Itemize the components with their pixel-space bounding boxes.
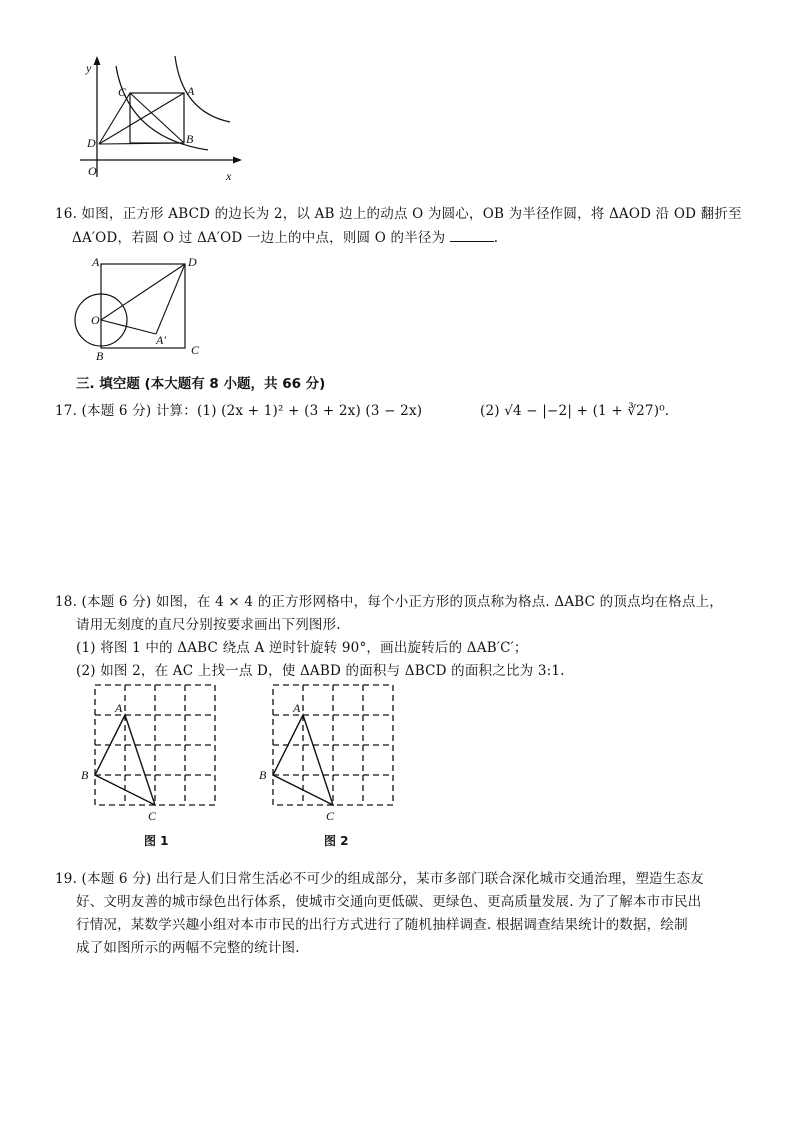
problem-19-line-3: 行情况，某数学兴趣小组对本市市民的出行方式进行了随机抽样调查. 根据调查结果统计的数据，绘制 <box>76 917 688 933</box>
problem-16-line-2 <box>72 227 498 249</box>
label-x: x <box>226 169 232 183</box>
grid-lines <box>95 685 215 805</box>
y-axis-arrow <box>94 56 101 65</box>
label-a: A <box>293 701 301 715</box>
square-circle-fold-figure <box>72 252 212 364</box>
label-d: D <box>87 136 96 150</box>
label-y: y <box>86 61 92 75</box>
label-d: D <box>188 255 197 269</box>
label-o: O <box>91 313 100 327</box>
problem-16-line-2-end: . <box>493 230 499 246</box>
segment-db <box>99 143 184 144</box>
segment-od <box>101 264 185 320</box>
grid-figure-1 <box>78 678 228 828</box>
problem-18-line-4: (2) 如图 2，在 AC 上找一点 D，使 ΔABD 的面积与 ΔBCD 的面积之比为 3:1. <box>76 663 565 679</box>
label-b: B <box>259 768 267 782</box>
problem-17-part-2: (2) √4 − |−2| + (1 + ∛27)⁰. <box>480 403 670 419</box>
hyperbola-outer <box>175 56 230 122</box>
segment-da <box>99 93 184 144</box>
figure-1-caption: 图 1 <box>144 834 169 848</box>
problem-18-line-3: (1) 将图 1 中的 ΔABC 绕点 A 逆时针旋转 90°，画出旋转后的 ΔAB′C′； <box>76 640 528 656</box>
segment-dc <box>99 93 130 144</box>
label-c: C <box>148 809 157 823</box>
segment-cb <box>130 93 184 143</box>
label-o: O <box>88 164 97 178</box>
label-b: B <box>81 768 89 782</box>
label-c: C <box>326 809 335 823</box>
label-a-prime: A′ <box>156 333 166 347</box>
grid-figure-2 <box>256 678 406 828</box>
problem-17-part-1: 17. (本题 6 分) 计算：(1) (2x + 1)² + (3 + 2x) (3 − 2x) <box>55 403 423 419</box>
label-b: B <box>186 132 194 146</box>
segment-oa-prime <box>101 320 156 334</box>
problem-19-line-4: 成了如图所示的两幅不完整的统计图. <box>76 940 300 956</box>
hyperbola-square-figure <box>70 52 250 187</box>
square-abcd <box>101 264 185 348</box>
label-a: A <box>92 255 100 269</box>
figure-2-caption: 图 2 <box>324 834 349 848</box>
problem-16-line-2-text: ΔA′OD，若圆 O 过 ΔA′OD 一边上的中点，则圆 O 的半径为 <box>72 230 446 246</box>
label-c: C <box>118 85 127 99</box>
grid-lines <box>273 685 393 805</box>
label-a: A <box>187 84 195 98</box>
problem-19-line-1: 19. (本题 6 分) 出行是人们日常生活必不可少的组成部分，某市多部门联合深化城市交通治理，塑造生态友 <box>55 871 704 887</box>
label-a: A <box>115 701 123 715</box>
section-3-heading: 三. 填空题 (本大题有 8 小题，共 66 分) <box>76 376 326 392</box>
answer-blank <box>450 227 494 242</box>
problem-18-line-2: 请用无刻度的直尺分别按要求画出下列图形. <box>76 617 341 633</box>
segment-a-prime-d <box>156 264 185 334</box>
label-b: B <box>96 349 104 363</box>
x-axis-arrow <box>233 157 242 164</box>
problem-18-line-1: 18. (本题 6 分) 如图，在 4 × 4 的正方形网格中，每个小正方形的顶点称为格点. ΔABC 的顶点均在格点上， <box>55 594 723 610</box>
label-c: C <box>191 343 200 357</box>
problem-19-line-2: 好、文明友善的城市绿色出行体系，使城市交通向更低碳、更绿色、更高质量发展. 为了了解本市市民出 <box>76 894 702 910</box>
problem-16-line-1: 16. 如图，正方形 ABCD 的边长为 2，以 AB 边上的动点 O 为圆心，OB 为半径作圆，将 ΔAOD 沿 OD 翻折至 <box>55 206 742 222</box>
